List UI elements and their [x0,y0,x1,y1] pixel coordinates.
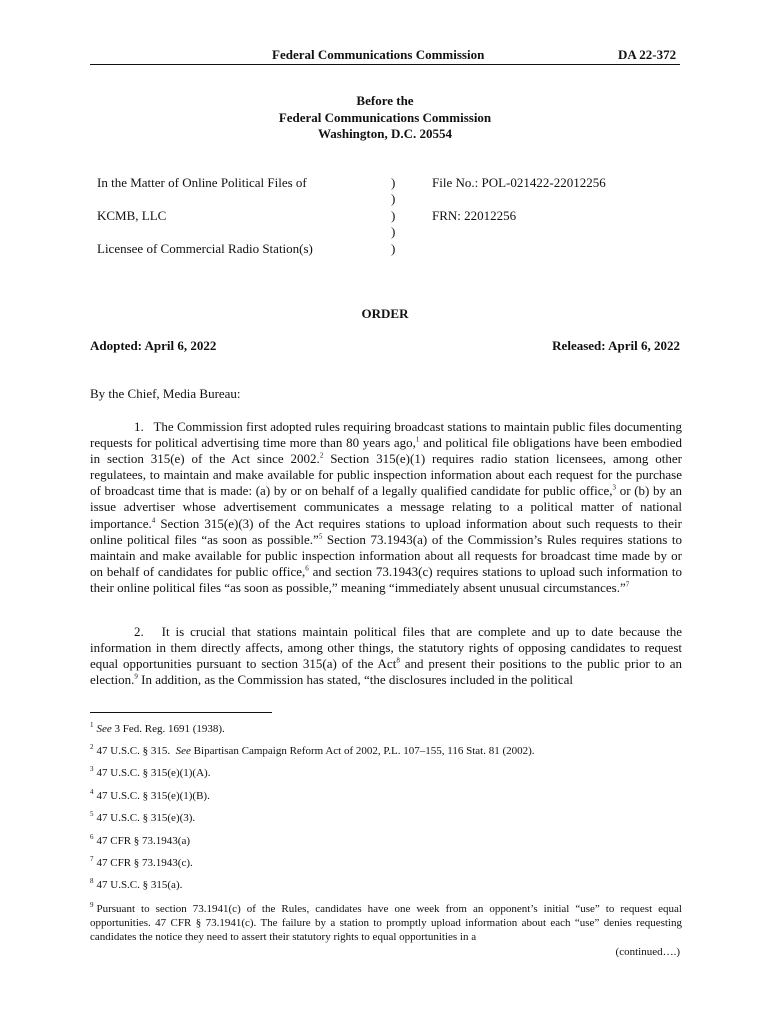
footnote-text: 47 CFR § 73.1943(a) [96,835,190,847]
footnote-signal: See [175,745,191,757]
caption-paren: ) [391,191,396,206]
paragraph-text: The Commission first adopted rules requiring broadcast stations to maintain public files documenting requests for political advertising time more than 80 years ago, [90,419,682,451]
paragraph-text: It is crucial that stations maintain political files that are complete and up to date because the information in them directly affects, among other things, the statutory rights of opposing candidates to request equal opportunities pursuant to section 315(a) of the Act [90,624,683,672]
continued-note: (continued….) [615,946,680,958]
footnote-ref[interactable]: 1 [415,435,420,444]
footnote-text: 47 U.S.C. § 315(e)(1)(A). [96,767,211,779]
footnote-ref[interactable]: 2 [319,451,324,460]
footnote-8 [90,878,682,892]
footnote-ref[interactable]: 6 [305,564,309,573]
header-doc-number: DA 22-372 [618,47,677,62]
paragraph-text: and present their positions to the public prior to an election. [90,656,683,688]
header-rule [90,64,680,65]
footnote-5 [90,811,682,825]
paragraph-number: 2. [134,624,144,639]
footnote-number: 4 [90,788,94,797]
footnote-number: 2 [90,743,94,752]
caption-matter: In the Matter of Online Political Files of [97,175,307,190]
footnote-signal: See [96,723,112,735]
paragraph-number: 1. [134,419,144,434]
footnote-ref[interactable]: 3 [612,484,617,493]
adopted-date: Adopted: April 6, 2022 [90,338,217,353]
footnote-number: 7 [90,855,94,864]
footnote-6 [90,834,682,848]
caption-file-no: File No.: POL-021422-22012256 [432,175,606,190]
footnote-number: 9 [90,901,94,910]
caption-licensee: Licensee of Commercial Radio Station(s) [97,241,313,256]
footnote-7 [90,856,682,870]
footnote-ref[interactable]: 9 [134,672,138,681]
paragraph-1 [90,419,682,596]
caption-paren: ) [391,175,396,190]
footnote-ref[interactable]: 7 [625,580,630,589]
released-date: Released: April 6, 2022 [552,338,680,353]
footnote-rule [90,712,272,713]
footnote-1 [90,722,682,736]
footnote-2 [90,744,682,758]
footnote-text: 47 CFR § 73.1943(c). [96,857,193,869]
footnote-number: 5 [90,810,94,819]
footnote-ref[interactable]: 4 [151,516,156,525]
footnote-text: Bipartisan Campaign Reform Act of 2002, P.L. 107–155, 116 Stat. 81 (2002). [190,745,535,757]
footnote-text: 47 U.S.C. § 315(e)(3). [96,812,196,824]
paragraph-text: Section 315(e)(3) of the Act requires stations to upload information about such requests to their online political files “as soon as possible.” [90,515,682,547]
before-line: Washington, D.C. 20554 [318,126,452,141]
before-line: Federal Communications Commission [278,109,492,125]
footnote-3 [90,766,682,780]
footnote-text: 3 Fed. Reg. 1691 (1938). [111,723,225,735]
footnote-ref[interactable]: 5 [318,532,323,541]
by-chief: By the Chief, Media Bureau: [90,386,241,401]
footnote-number: 8 [90,877,94,886]
footnote-text: Pursuant to section 73.1941(c) of the Rules, candidates have one week from an opponent’s initial “use” to request equal opportunities. 47 CFR § 73.1941(c). The failure by a station to promptly upload information about each “use” denies requesting candidates the notice they need to assert their statutory rights to equal opportunities in a [90,903,682,943]
footnote-4 [90,789,682,803]
footnote-text: 47 U.S.C. § 315. [96,745,176,757]
footnote-number: 3 [90,765,94,774]
caption-paren: ) [391,241,396,256]
caption-frn: FRN: 22012256 [432,208,517,223]
footnote-text: 47 U.S.C. § 315(a). [96,879,183,891]
caption-paren: ) [391,224,396,239]
footnote-text: 47 U.S.C. § 315(e)(1)(B). [96,790,210,802]
paragraph-text: Section 73.1943(a) of the Commission’s Rules requires stations to maintain and make available for public inspection information about all requests for broadcast time made by or on behalf of candidates for public office, [90,531,682,579]
footnote-ref[interactable]: 8 [396,656,400,665]
footnote-number: 6 [90,833,94,842]
footnote-9 [90,902,682,944]
caption-company: KCMB, LLC [97,208,167,223]
paragraph-text: or (b) by an issue advertiser whose advertisement communicates a message relating to a political matter of national importance. [90,483,682,531]
order-title: ORDER [361,306,409,321]
paragraph-text: and political file obligations have been embodied in section 315(e) of the Act since 2002. [90,435,682,467]
before-line: Before the [356,93,414,108]
paragraph-2 [90,624,682,688]
before-block [0,93,770,143]
paragraph-text: and section 73.1943(c) requires stations to upload such information to their online political files “as soon as possible,” meaning “immediately absent unusual circumstances.” [90,563,682,595]
header-agency: Federal Communications Commission [272,47,485,62]
paragraph-text: In addition, as the Commission has stated, “the disclosures included in the political [137,672,573,688]
caption-paren: ) [391,208,396,223]
footnote-number: 1 [90,721,94,730]
paragraph-text: Section 315(e)(1) requires radio station licensees, among other regulatees, to maintain and make available for public inspection information about each request for the purchase of broadcast time that is made: (a) by or on behalf of a legally qualified candidate for public office, [90,451,683,499]
